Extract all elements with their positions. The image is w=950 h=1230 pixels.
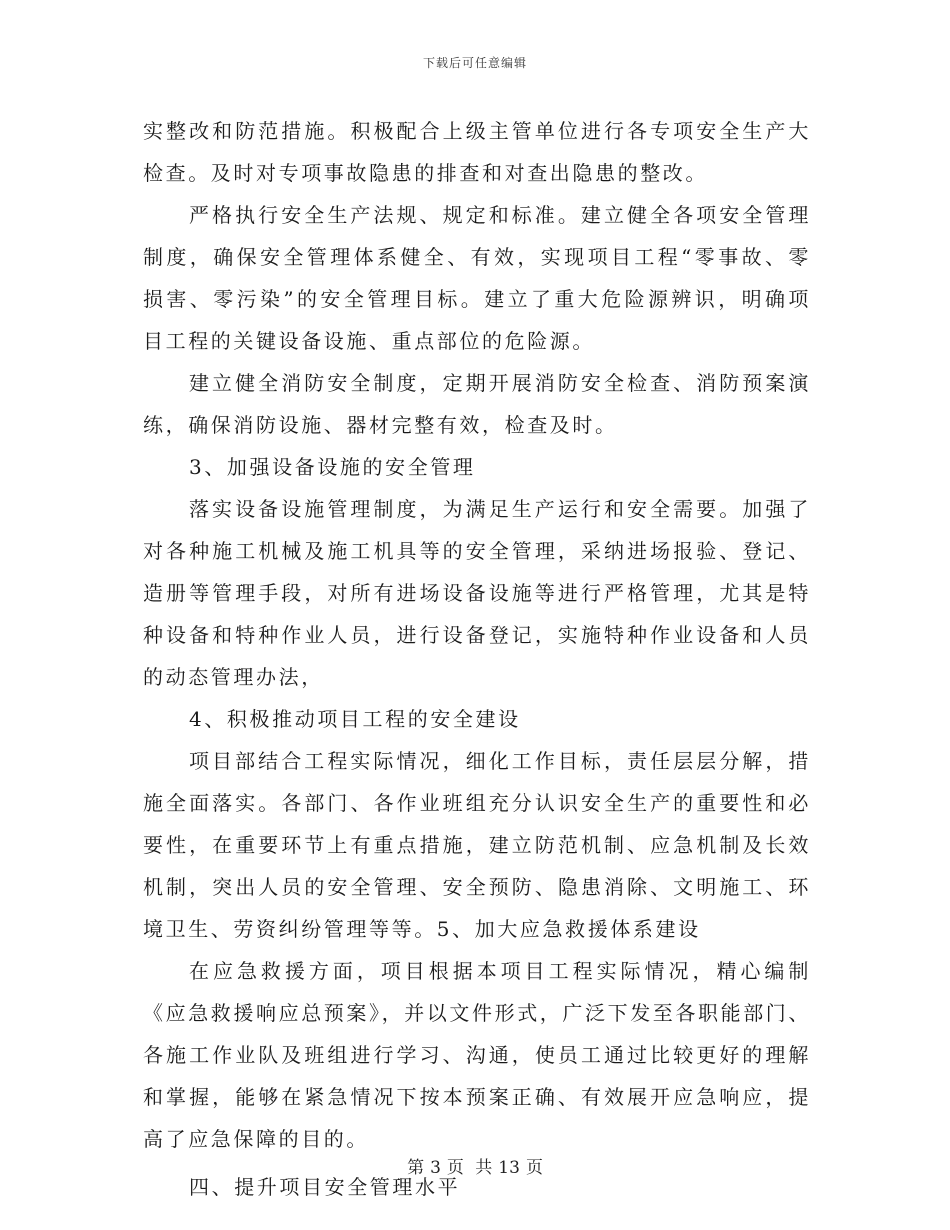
footer-page-number: 3	[430, 1158, 441, 1178]
paragraph: 落实设备设施管理制度，为满足生产运行和安全需要。加强了对各种施工机械及施工机具等的安全管理，采纳进场报验、登记、造册等管理手段，对所有进场设备设施等进行严格管理，尤其是特种设备和特种作业人员，进行设备登记，实施特种作业设备和人员的动态管理办法，	[143, 497, 811, 689]
footer-prefix: 第	[407, 1158, 425, 1178]
section-heading: 3、加强设备设施的安全管理	[189, 455, 476, 479]
footer-suffix: 页	[525, 1158, 543, 1178]
document-body	[143, 110, 811, 1208]
paragraph: 建立健全消防安全制度，定期开展消防安全检查、消防预案演练，确保消防设施、器材完整有效，检查及时。	[143, 371, 811, 437]
page-header: 下载后可任意编辑	[422, 56, 527, 70]
paragraph: 严格执行安全生产法规、规定和标准。建立健全各项安全管理制度，确保安全管理体系健全、有效，实现项目工程“零事故、零损害、零污染”的安全管理目标。建立了重大危险源辨识，明确项目工程的关键设备设施、重点部位的危险源。	[143, 203, 811, 353]
paragraph: 在应急救援方面，项目根据本项目工程实际情况，精心编制《应急救援响应总预案》，并以文件形式，广泛下发至各职能部门、各施工作业队及班组进行学习、沟通，使员工通过比较更好的理解和掌握，能够在紧急情况下按本预案正确、有效展开应急响应，提高了应急保障的目的。	[143, 959, 811, 1151]
page-footer	[0, 1153, 950, 1178]
section-heading: 4、积极推动项目工程的安全建设	[189, 707, 521, 731]
paragraph: 项目部结合工程实际情况，细化工作目标，责任层层分解，措施全面落实。各部门、各作业班组充分认识安全生产的重要性和必要性，在重要环节上有重点措施，建立防范机制、应急机制及长效机制，突出人员的安全管理、安全预防、隐患消除、文明施工、环境卫生、劳资纠纷管理等等。5、加大应急救援体系建设	[143, 749, 811, 941]
paragraph: 实整改和防范措施。积极配合上级主管单位进行各专项安全生产大检查。及时对专项事故隐患的排查和对查出隐患的整改。	[143, 119, 811, 185]
footer-middle: 页 共	[446, 1158, 493, 1178]
section-heading: 四、提升项目安全管理水平	[189, 1175, 461, 1199]
footer-total-pages: 13	[498, 1158, 520, 1178]
